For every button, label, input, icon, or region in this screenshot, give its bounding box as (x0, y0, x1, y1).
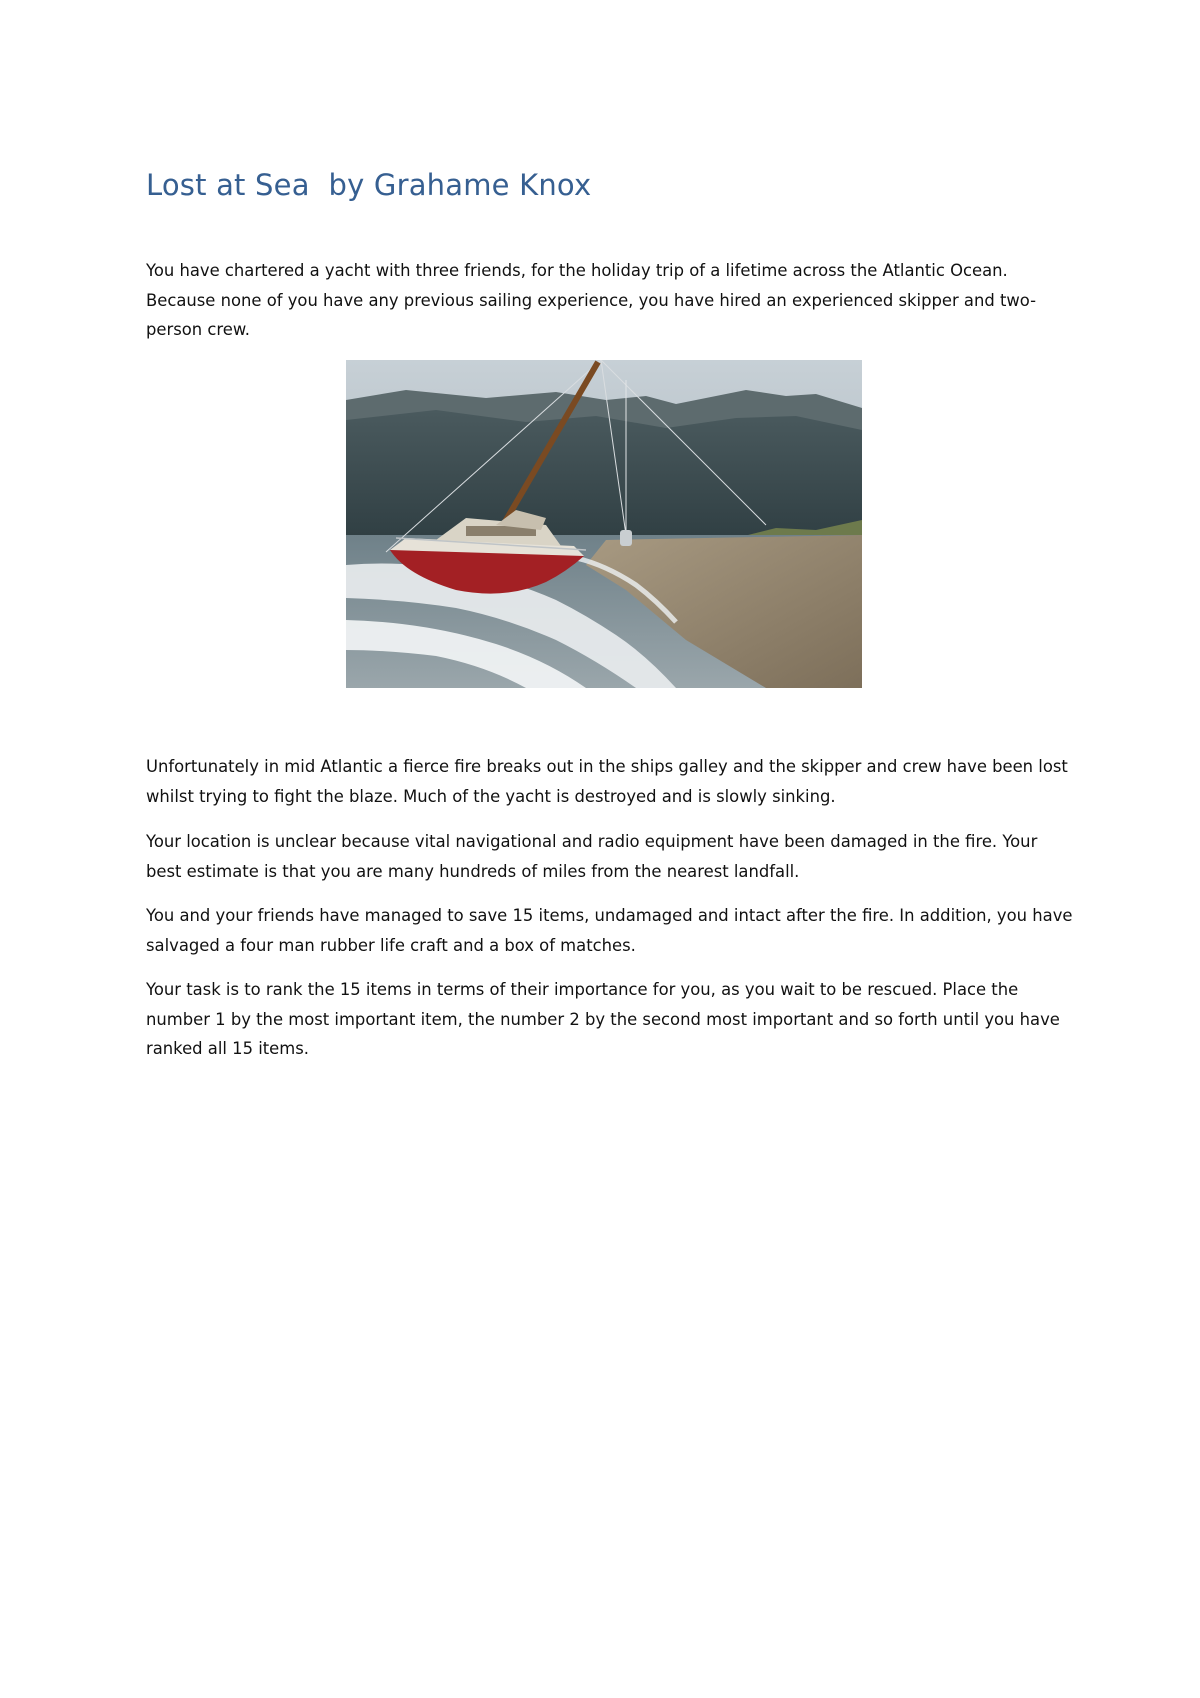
stranded-yacht-photo (346, 360, 862, 688)
document-title: Lost at Sea by Grahame Knox (146, 168, 592, 202)
task-paragraph: Your task is to rank the 15 items in terms of their importance for you, as you wait to be rescued. Place the number 1 by the most important item, the number 2 by the second most important and so forth until you have ranked all 15 items. (146, 980, 1060, 1058)
items-paragraph: You and your friends have managed to save 15 items, undamaged and intact after the fire. In addition, you have salvaged a four man rubber life craft and a box of matches. (146, 906, 1073, 955)
intro-paragraph: You have chartered a yacht with three friends, for the holiday trip of a lifetime across the Atlantic Ocean. Because none of you have any previous sailing experience, you have hired an experienced skipper and two-person crew. (146, 261, 1037, 339)
fire-paragraph: Unfortunately in mid Atlantic a fierce fire breaks out in the ships galley and the skipper and crew have been lost whilst trying to fight the blaze. Much of the yacht is destroyed and is slowly sinking. (146, 757, 1068, 806)
location-paragraph: Your location is unclear because vital navigational and radio equipment have been damaged in the fire. Your best estimate is that you are many hundreds of miles from the nearest landfall. (146, 832, 1038, 881)
